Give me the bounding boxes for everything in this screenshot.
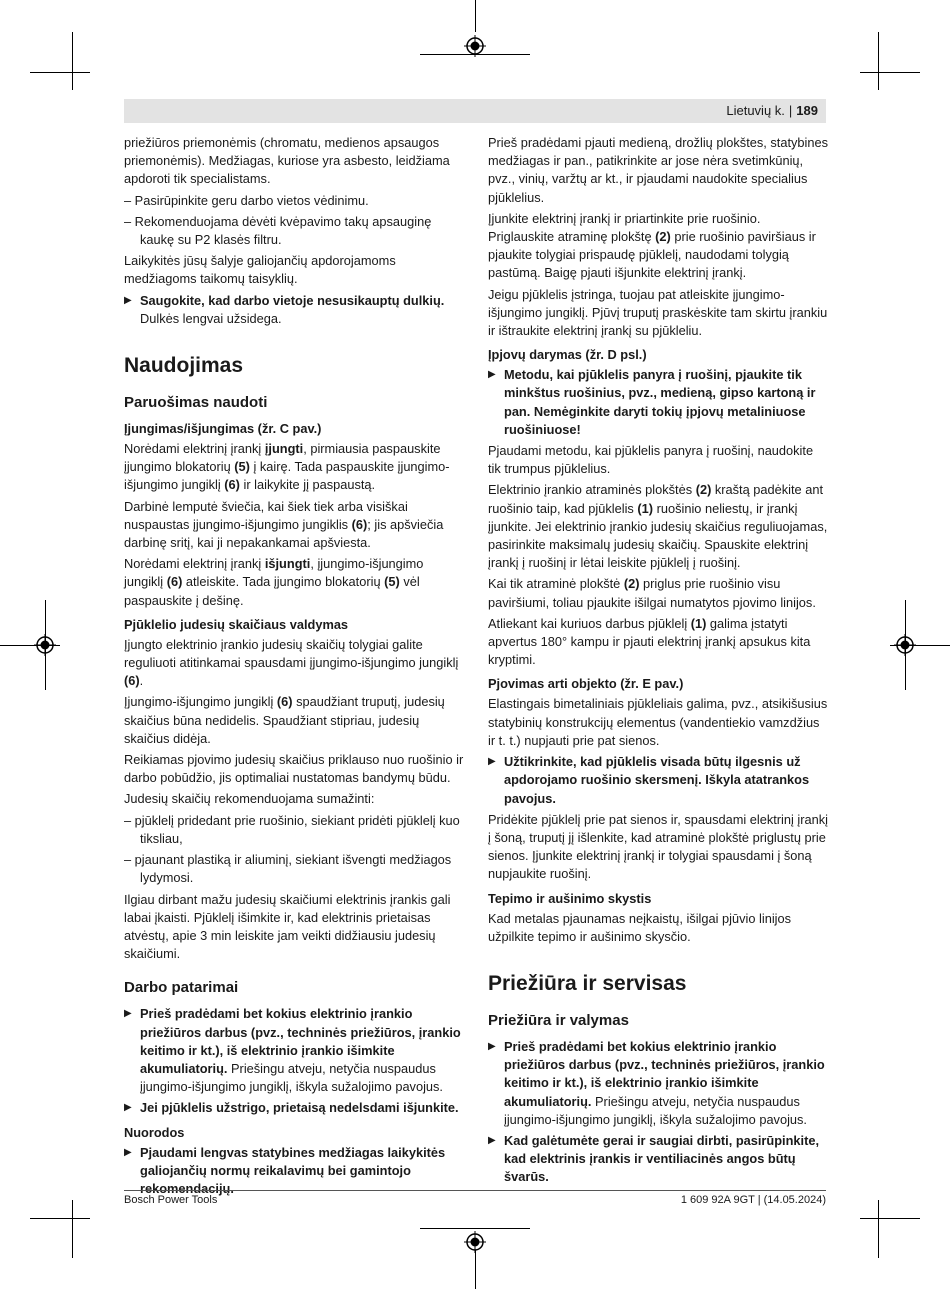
paragraph: [124, 498, 464, 553]
text: .: [139, 673, 144, 689]
bold-text: (2): [655, 229, 671, 245]
dash-item: – pjūklelį pridedant prie ruošinio, siekiant pridėti pjūklelį kuo tiksliau,: [124, 812, 460, 846]
text: Priešingu atveju, netyčia nuspaudus įjungimo-išjungimo jungiklį, iškyla sužalojimo pavojus.: [504, 1093, 807, 1127]
minor-heading: Tepimo ir aušinimo skystis: [488, 890, 652, 906]
minor-heading: Pjovimas arti objekto (žr. E pav.): [488, 676, 684, 692]
crop-mark: [878, 1200, 879, 1258]
bold-text: Metodu, kai pjūklelis panyra į ruošinį, pjaukite tik minkštus ruošinius, pvz., medieną, gipso kartoną ir pan. Nemėginkite daryti tokių įpjovų metaliniuose ruošiniuose!: [504, 367, 816, 437]
paragraph: Pjaudami metodu, kai pjūklelis panyra į ruošinį, naudokite tik trumpus pjūklelius.: [488, 443, 814, 477]
bold-text: (6): [124, 673, 140, 689]
minor-heading: Nuorodos: [124, 1124, 185, 1140]
paragraph: [124, 693, 464, 748]
text: Priešingu atveju, netyčia nuspaudus įjungimo-išjungimo jungiklį, iškyla sužalojimo pavojus.: [140, 1060, 443, 1095]
left-column: [124, 134, 464, 1201]
header-separator: |: [788, 103, 793, 118]
bold-text: Jei pjūklelis užstrigo, prietaisą nedelsdami išjunkite.: [140, 1100, 459, 1116]
bold-text: (5): [234, 459, 250, 475]
text: į kairę. Tada paspauskite įjungimo-išjungimo jungiklį: [124, 459, 450, 493]
section-heading: Priežiūra ir servisas: [488, 971, 687, 995]
paragraph: [124, 555, 464, 610]
section-heading: Naudojimas: [124, 354, 244, 378]
bold-text: Prieš pradėdami bet kokius elektrinio įrankio priežiūros darbus (pvz., techninės priežiūros, įrankio keitimo ir kt.), iš elektrinio įrankio išimkite akumuliatorių.: [140, 1006, 461, 1076]
bullet-arrow-icon: ▶: [488, 369, 496, 381]
right-column: [488, 134, 828, 1190]
text: Įjunkite elektrinį įrankį ir priartinkite prie ruošinio. Priglauskite atraminę plokštę: [488, 210, 761, 245]
minor-heading: Pjūklelio judesių skaičiaus valdymas: [124, 616, 349, 632]
bullet-item: [488, 366, 828, 439]
paragraph: Elastingais bimetaliniais pjūkleliais galima, pvz., atsikišusius statybinių konstrukcijų elementus (vandentiekio vamzdžius ir t. t.) nupjauti prie pat sienos.: [488, 696, 828, 748]
text: kraštą padėkite ant ruošinio taip, kad pjūklelis: [488, 482, 824, 516]
bold-text: (6): [166, 574, 183, 590]
text: ir laikykite jį paspaustą.: [239, 477, 376, 493]
paragraph: priežiūros priemonėmis (chromatu, medienos apsaugos priemonėmis). Medžiagas, kuriose yra asbesto, leidžiama apdoroti tik specialistams.: [124, 135, 450, 187]
bold-text: (1): [637, 500, 654, 516]
minor-heading: Įpjovų darymas (žr. D psl.): [488, 347, 647, 363]
dash-item: – Rekomenduojama dėvėti kvėpavimo takų apsauginę kaukę su P2 klasės filtru.: [124, 213, 432, 248]
registration-mark-icon: [894, 634, 916, 656]
minor-heading: Įjungimas/išjungimas (žr. C pav.): [124, 421, 322, 437]
paragraph: Reikiamas pjovimo judesių skaičius priklauso nuo ruošinio ir darbo pobūdžio, jis optimaliai nustatomas bandymų būdu.: [124, 752, 464, 786]
bullet-arrow-icon: ▶: [488, 1134, 496, 1146]
paragraph: Jeigu pjūklelis įstringa, tuojau pat atleiskite įjungimo-išjungimo jungiklį. Pjūvį truputį praskėskite tam skirtu įrankiu ir ištraukite elektrinį įrankį su pjūkleliu.: [488, 286, 828, 339]
bold-text: (2): [695, 482, 712, 498]
paragraph: Pridėkite pjūklelį prie pat sienos ir, spausdami elektrinį įrankį į šoną, truputį jį išlenkite, kad atraminė plokštė priglustų prie sienos. Įjunkite elektrinį įrankį ir tolygiai spausdami į šoną nupjaukite ruošinį.: [488, 811, 828, 882]
text: Įjungimo-išjungimo jungiklį: [124, 694, 277, 710]
bullet-item: [488, 753, 828, 808]
header-text: [726, 103, 818, 118]
footer-brand: Bosch Power Tools: [124, 1194, 218, 1206]
paragraph: [488, 481, 828, 572]
text: Įjungto elektrinio įrankio judesių skaičių tolygiai galite reguliuoti atitinkamai spausdami įjungimo-išjungimo jungiklį: [124, 636, 459, 671]
paragraph: Ilgiau dirbant mažu judesių skaičiumi elektrinis įrankis gali labai įkaisti. Pjūklelį išimkite ir, kad elektrinis prietaisas atvėstų, apie 3 min leiskite jam veikti didžiausiu judesių skaičiumi.: [124, 891, 451, 962]
page-footer: [124, 1190, 826, 1206]
bullet-item: [488, 1038, 828, 1129]
bullet-arrow-icon: ▶: [124, 1146, 132, 1158]
text: Kai tik atraminė plokštė: [488, 576, 624, 592]
subsection-heading: Paruošimas naudoti: [124, 394, 268, 412]
bold-text: (5): [384, 574, 400, 590]
bullet-arrow-icon: ▶: [488, 756, 496, 768]
bold-text: Prieš pradėdami bet kokius elektrinio įrankio priežiūros darbus (pvz., techninės priežiūros, įrankio keitimo ir kt.), iš elektrinio įrankio išimkite akumuliatorių.: [504, 1038, 825, 1109]
text: Darbinė lemputė šviečia, kai šiek tiek arba visiškai nuspaustas įjungimo-išjungimo jungiklis: [124, 498, 408, 532]
bullet-item: [124, 292, 464, 328]
text: spaudžiant truputį, judesių skaičius būna nedidelis. Spaudžiant stipriau, judesių skaičius didėja.: [124, 694, 445, 746]
bold-text: išjungti: [264, 556, 311, 572]
crop-mark: [72, 1200, 73, 1258]
bold-text: (6): [224, 477, 240, 493]
text: Atliekant kai kuriuos darbus pjūklelį: [488, 615, 691, 631]
paragraph: [488, 615, 828, 670]
bold-text: (2): [623, 576, 640, 592]
crop-mark: [30, 72, 90, 73]
subsection-heading: Darbo patarimai: [124, 979, 239, 997]
bold-text: įjungti: [264, 441, 304, 457]
registration-mark-icon: [464, 1231, 486, 1253]
bold-text: Kad galėtumėte gerai ir saugiai dirbti, pasirūpinkite, kad elektrinis įrankis ir ventiliacinės angos būtų švarūs.: [504, 1132, 820, 1185]
bullet-arrow-icon: ▶: [488, 1040, 496, 1052]
registration-mark-icon: [34, 634, 56, 656]
registration-mark-icon: [464, 35, 486, 57]
text: vėl paspauskite į dešinę.: [124, 574, 420, 608]
page-header: [124, 99, 826, 123]
crop-mark: [475, 0, 476, 32]
paragraph: [124, 440, 464, 495]
bullet-arrow-icon: ▶: [124, 1008, 132, 1020]
text: priglus prie ruošinio visu paviršiumi, toliau pjaukite išilgai numatytos pjovimo linijos.: [488, 576, 816, 610]
crop-mark: [860, 1218, 920, 1219]
text: , įjungimo-išjungimo jungiklį: [124, 556, 424, 590]
text: Norėdami elektrinį įrankį: [124, 556, 265, 572]
paragraph: Judesių skaičių rekomenduojama sumažinti:: [124, 791, 375, 807]
bold-text: Pjaudami lengvas statybines medžiagas laikykitės galiojančių normų reikalavimų bei gamintojo rekomendacijų.: [140, 1144, 446, 1196]
bold-text: (6): [351, 516, 368, 532]
dash-item: – Pasirūpinkite geru darbo vietos vėdinimu.: [124, 192, 369, 208]
text: ruošinio neliestų, ir įrankį įjunkite. Jei elektrinio įrankio judesių skaičius reguliuojamas, pasirinkite maksimalų judesių skaičių. Spauskite elektrinį įrankį į ruošinį ir lėtai leiskite pjūklelį į ruošinį.: [488, 500, 828, 571]
crop-mark: [30, 1218, 90, 1219]
crop-mark: [860, 72, 920, 73]
text: prie ruošinio paviršiaus ir pjaukite tolygiai prispaudę pjūklelį, naudodami tolygią pastūmą. Baigę pjauti išjunkite elektrinį įrankį.: [488, 229, 816, 281]
paragraph: Laikykitės jūsų šalyje galiojančių apdorojamoms medžiagoms taikomų taisyklių.: [124, 253, 396, 287]
paragraph: [488, 210, 828, 283]
crop-mark: [420, 1228, 530, 1229]
bullet-arrow-icon: ▶: [124, 294, 132, 306]
bullet-item: [488, 1132, 828, 1187]
text: Norėdami elektrinį įrankį: [124, 441, 265, 457]
paragraph: [124, 636, 464, 691]
paragraph: Prieš pradėdami pjauti medieną, drožlių plokštes, statybines medžiagas ir pan., patikrinkite ar jose nėra svetimkūnių, pvz., vinių, varžtų ar kt., ir pjaudami naudokite specialius pjūklelius.: [488, 135, 829, 205]
bold-text: Užtikrinkite, kad pjūklelis visada būtų ilgesnis už apdorojamo ruošinio skersmenį. Iškyla atatrankos pavojus.: [504, 754, 810, 806]
bold-text: (6): [276, 694, 293, 710]
bullet-item: [124, 1099, 464, 1117]
crop-mark: [878, 32, 879, 90]
paragraph: [488, 575, 828, 611]
bullet-item: [124, 1005, 464, 1096]
paragraph: Kad metalas pjaunamas neįkaistų, išilgai pjūvio linijos užpilkite tepimo ir aušinimo skysčio.: [488, 910, 792, 944]
crop-mark: [72, 32, 73, 90]
dash-item: – pjaunant plastiką ir aliuminį, siekiant išvengti medžiagos lydymosi.: [124, 852, 452, 886]
header-language: Lietuvių k.: [726, 103, 785, 118]
bold-text: (1): [690, 615, 707, 631]
text: atleiskite. Tada įjungimo blokatorių: [182, 574, 385, 590]
text: ; jis apšviečia darbinę sritį, kai ji nepakankamai apšviesta.: [124, 516, 444, 551]
bullet-arrow-icon: ▶: [124, 1102, 132, 1114]
text: , pirmiausia paspauskite įjungimo blokatorių: [124, 441, 441, 475]
crop-mark: [475, 1250, 476, 1289]
text: Elektrinio įrankio atraminės plokštės: [488, 482, 696, 498]
text: galima įstatyti apvertus 180° kampu ir pjauti elektrinį įrankį apsukus kita kryptimi.: [488, 615, 811, 668]
text: Dulkės lengvai užsidega.: [140, 310, 282, 326]
page-number: 189: [796, 103, 818, 118]
footer-doc-id: 1 609 92A 9GT | (14.05.2024): [680, 1194, 826, 1206]
bold-text: Saugokite, kad darbo vietoje nesusikauptų dulkių.: [140, 292, 445, 308]
subsection-heading: Priežiūra ir valymas: [488, 1011, 629, 1029]
